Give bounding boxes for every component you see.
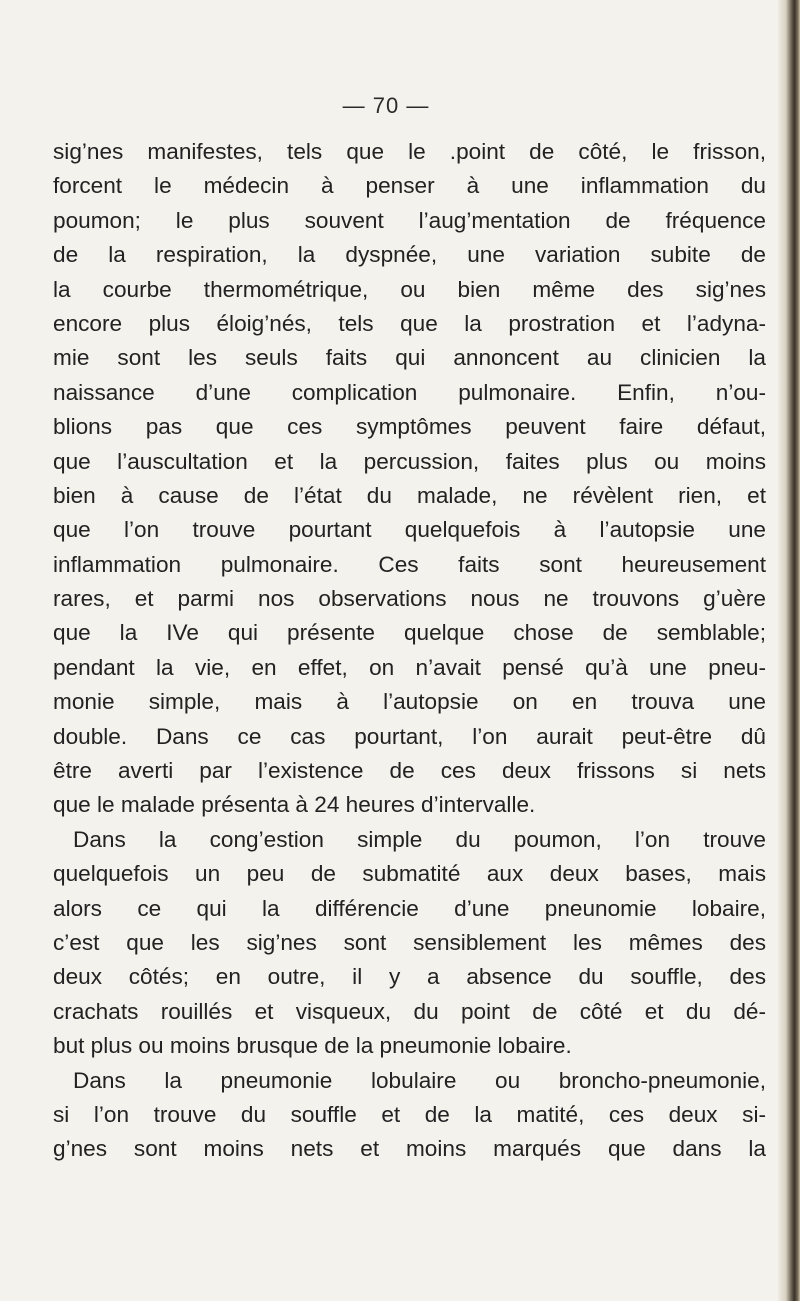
text-line: mie sont les seuls faits qui annoncent au clinicien la xyxy=(53,345,766,371)
text-line: bien à cause de l’état du malade, ne révèlent rien, et xyxy=(53,482,766,508)
text-line: Dans la pneumonie lobulaire ou broncho-pneumonie, xyxy=(73,1067,766,1093)
text-line: g’nes sont moins nets et moins marqués que dans la xyxy=(53,1136,766,1162)
text-line: rares, et parmi nos observations nous ne trouvons g’uère xyxy=(53,586,766,612)
text-line: que l’auscultation et la percussion, faites plus ou moins xyxy=(53,448,766,474)
text-line: poumon; le plus souvent l’aug’mentation de fréquence xyxy=(53,207,766,233)
text-line: crachats rouillés et visqueux, du point de côté et du dé- xyxy=(53,998,766,1024)
text-line: quelquefois un peu de submatité aux deux bases, mais xyxy=(53,861,766,887)
text-line: que l’on trouve pourtant quelquefois à l’autopsie une xyxy=(53,517,766,543)
text-line: alors ce qui la différencie d’une pneunomie lobaire, xyxy=(53,895,766,921)
text-line: monie simple, mais à l’autopsie on en trouva une xyxy=(53,689,766,715)
text-line: forcent le médecin à penser à une inflammation du xyxy=(53,173,766,199)
text-line: pendant la vie, en effet, on n’avait pensé qu’à une pneu- xyxy=(53,654,766,680)
text-line: être averti par l’existence de ces deux frissons si nets xyxy=(53,758,766,784)
text-line: deux côtés; en outre, il y a absence du souffle, des xyxy=(53,964,766,990)
text-line: que la IVe qui présente quelque chose de semblable; xyxy=(53,620,766,646)
text-line: de la respiration, la dyspnée, une variation subite de xyxy=(53,242,766,268)
text-line: la courbe thermométrique, ou bien même des sig’nes xyxy=(53,276,766,302)
page-binding-edge xyxy=(778,0,800,1301)
text-line: encore plus éloig’nés, tels que la prostration et l’adyna- xyxy=(53,310,766,336)
text-line: inflammation pulmonaire. Ces faits sont heureusement xyxy=(53,551,766,577)
text-line: c’est que les sig’nes sont sensiblement les mêmes des xyxy=(53,929,766,955)
text-line: sig’nes manifestes, tels que le .point de côté, le frisson, xyxy=(53,139,766,164)
body-text xyxy=(53,135,766,1167)
text-line: but plus ou moins brusque de la pneumonie lobaire. xyxy=(53,1033,572,1059)
page-number: — 70 — xyxy=(342,93,430,118)
text-line: double. Dans ce cas pourtant, l’on aurait peut-être dû xyxy=(53,723,766,749)
text-line: que le malade présenta à 24 heures d’intervalle. xyxy=(53,792,536,818)
text-line: si l’on trouve du souffle et de la matité, ces deux si- xyxy=(53,1101,766,1127)
text-line: Dans la cong’estion simple du poumon, l’on trouve xyxy=(73,826,766,852)
text-line: blions pas que ces symptômes peuvent faire défaut, xyxy=(53,414,766,440)
text-line: naissance d’une complication pulmonaire. Enfin, n’ou- xyxy=(53,379,766,405)
